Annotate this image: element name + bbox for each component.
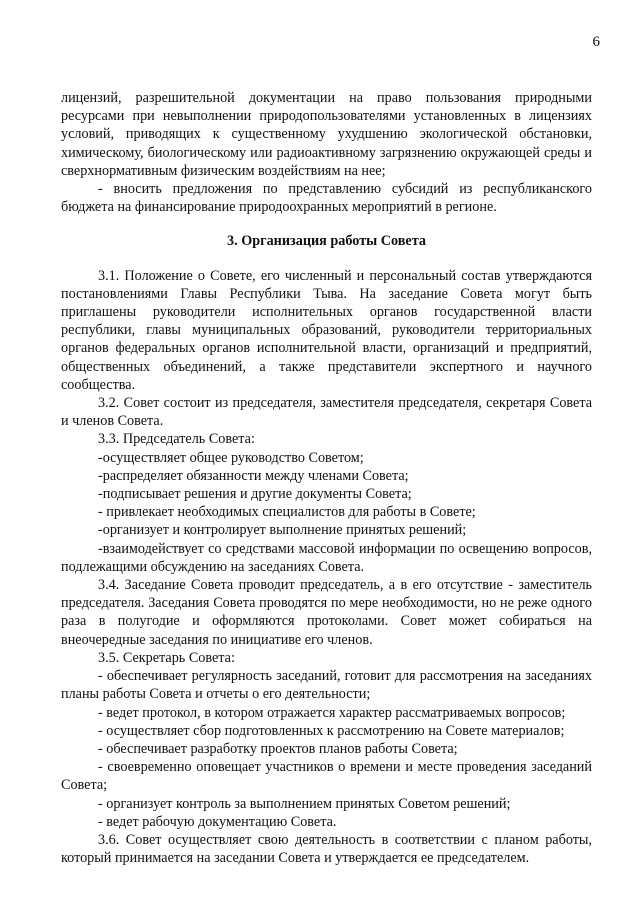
list-item: -взаимодействует со средствами массовой информации по освещению вопросов, подлежащими обсуждению на заседаниях Совета. (61, 540, 592, 575)
paragraph-3-6: 3.6. Совет осуществляет свою деятельность в соответствии с планом работы, который принимается на заседании Совета и утверждается ее председателем. (61, 831, 592, 867)
list-item: - ведет протокол, в котором отражается характер рассматриваемых вопросов; (98, 704, 566, 721)
paragraph-3-4: 3.4. Заседание Совета проводит председатель, а в его отсутствие - заместитель председателя. Заседания Совета проводятся по мере необходимости, но не реже одного раза в полугодие и оформляются протоколами. Совет может собираться на внеочередные заседания по инициативе его членов. (61, 577, 592, 648)
list-item: -подписывает решения и другие документы Совета; (98, 486, 412, 503)
section-title: 3. Организация работы Совета (227, 233, 426, 250)
list-item: - организует контроль за выполнением принятых Советом решений; (98, 795, 511, 812)
paragraph-3-3: 3.3. Председатель Совета: (98, 431, 255, 448)
list-item: - ведет рабочую документацию Совета. (98, 813, 337, 830)
page-number: 6 (592, 34, 600, 50)
paragraph: лицензий, разрешительной документации на право пользования природными ресурсами при невыполнении природопользователями установленных в лицензиях условий, приводящих к существенному ухудшению экологической обстановки, химическому, биологическому или радиоактивному загрязнению окружающей среды и сверхнормативным физическим воздействиям на нее; (61, 90, 592, 179)
document-body (61, 89, 592, 867)
list-item: - обеспечивает разработку проектов планов работы Совета; (98, 740, 458, 757)
paragraph: - вносить предложения по представлению субсидий из республиканского бюджета на финансирование природоохранных мероприятий в регионе. (61, 181, 592, 216)
list-item: - осуществляет сбор подготовленных к рассмотрению на Совете материалов; (98, 722, 565, 739)
list-item: -распределяет обязанности между членами Совета; (98, 467, 409, 484)
paragraph-3-2: 3.2. Совет состоит из председателя, заместителя председателя, секретаря Совета и членов Совета. (61, 395, 592, 430)
list-item: - привлекает необходимых специалистов для работы в Совете; (98, 504, 476, 521)
list-item: - своевременно оповещает участников о времени и месте проведения заседаний Совета; (61, 759, 592, 794)
paragraph-3-5: 3.5. Секретарь Совета: (98, 649, 235, 666)
list-item: -организует и контролирует выполнение принятых решений; (98, 522, 467, 539)
paragraph-3-1: 3.1. Положение о Совете, его численный и персональный состав утверждаются постановлениями Главы Республики Тыва. На заседание Совета могут быть приглашены руководители исполнительных органов государственной власти республики, главы муниципальных образований, руководители территориальных органов федеральных органов исполнительной власти, организаций и предприятий, общественных объединений, а также представители экспертного и научного сообщества. (61, 267, 592, 393)
list-item: - обеспечивает регулярность заседаний, готовит для рассмотрения на заседаниях планы работы Совета и отчеты о его деятельности; (61, 668, 592, 703)
list-item: -осуществляет общее руководство Советом; (98, 449, 364, 466)
